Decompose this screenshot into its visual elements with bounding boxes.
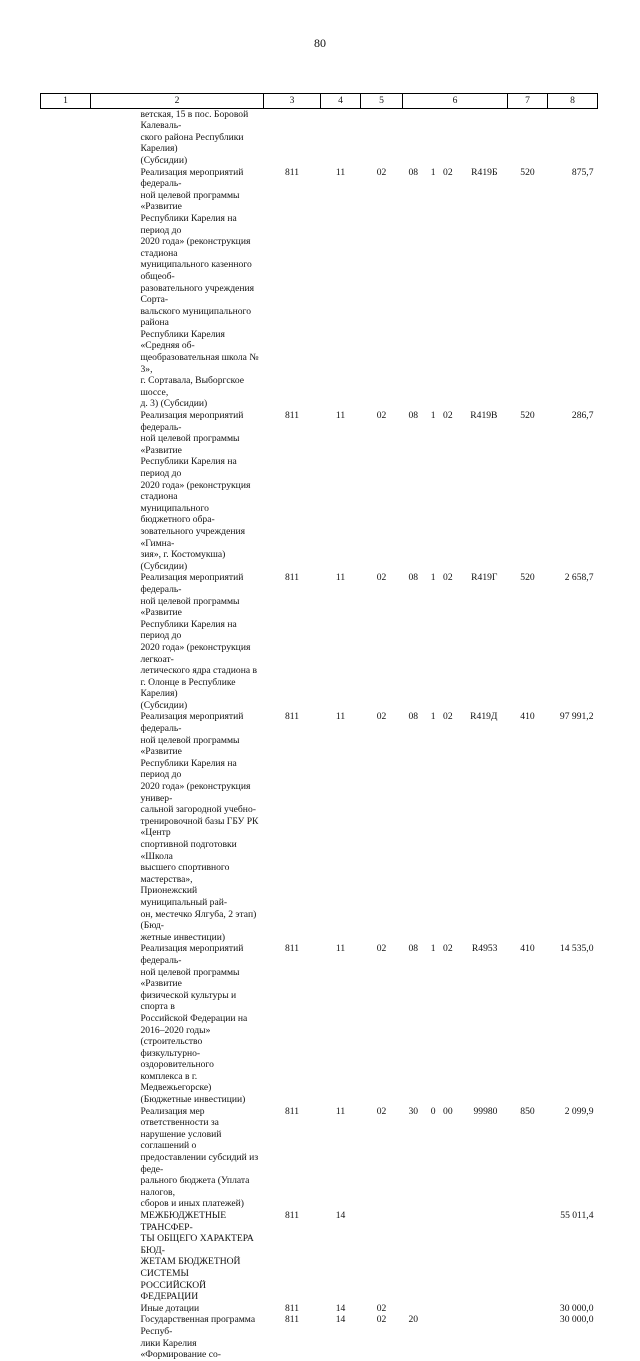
description-line: вальского муниципального района (140, 305, 251, 329)
cell-amount: 14 535,0 (559, 943, 594, 955)
description-line: (Субсидии) (140, 699, 188, 711)
description-line: Реализация мер ответственности за (140, 1105, 219, 1129)
cell-section-code: 11 (335, 572, 346, 584)
row-description (91, 572, 264, 711)
cell-ministry-code: 811 (284, 1105, 300, 1117)
description-line: физкультурно-оздоровительного (140, 1047, 214, 1071)
cell-ministry-code: 811 (284, 1302, 300, 1314)
target-article-part: 0 (430, 1105, 436, 1117)
cell-section-code: 14 (335, 1210, 346, 1221)
description-line: разовательного учреждения Сорта- (140, 282, 255, 306)
target-article-part: 1 (430, 410, 436, 422)
cell-target-article (403, 108, 508, 166)
description-line: щеобразовательная школа № 3», (140, 352, 259, 375)
cell-expense-type (508, 1314, 548, 1360)
table-row (41, 167, 598, 410)
table-header (41, 94, 598, 109)
target-article-part: 08 (408, 711, 419, 723)
cell-col1 (41, 167, 91, 410)
table-row (41, 943, 598, 1105)
cell-ministry-code: 811 (284, 711, 300, 723)
row-description (91, 108, 264, 166)
description-line: предоставлении субсидий из феде- (140, 1152, 259, 1175)
description-line: ной целевой программы «Развитие (140, 433, 240, 456)
description-line: Российской Федерации на (140, 1012, 248, 1024)
cell-expense-type: 410 (520, 711, 535, 723)
cell-expense-type: 520 (520, 410, 535, 422)
cell-col1 (41, 1314, 91, 1360)
description-line: Республики Карелия на период до (140, 618, 237, 642)
target-article-part: 02 (443, 711, 453, 723)
description-line: муниципального казенного общеоб- (140, 259, 252, 282)
cell-subsection-code (361, 1210, 403, 1303)
column-header: 5 (361, 94, 403, 109)
target-article-part: 08 (408, 572, 419, 584)
cell-subsection-code (361, 108, 403, 166)
target-article-part: 02 (443, 572, 453, 584)
cell-col1 (41, 943, 91, 1105)
target-article-part: R4953 (471, 943, 498, 955)
cell-subsection-code: 02 (376, 166, 387, 178)
description-line: (Бюджетные инвестиции) (140, 1094, 246, 1106)
target-article-part: 1 (430, 166, 436, 178)
cell-col1 (41, 1303, 91, 1315)
cell-target-article (403, 410, 508, 572)
cell-subsection-code: 02 (376, 1105, 387, 1117)
target-article-part: 02 (443, 943, 453, 955)
cell-expense-type (508, 1210, 548, 1303)
cell-col1 (41, 410, 91, 572)
column-header: 2 (91, 94, 264, 109)
cell-expense-type: 410 (520, 943, 535, 955)
description-line: высшего спортивного мастерства», (140, 862, 230, 885)
table-row (41, 1210, 598, 1303)
cell-target-article (403, 711, 508, 943)
cell-section-code: 11 (335, 1105, 346, 1117)
description-line: Республики Карелия на период до (140, 212, 237, 236)
cell-section-code: 11 (335, 410, 346, 422)
row-description (91, 943, 264, 1105)
description-line: Реализация мероприятий федераль- (140, 410, 244, 433)
description-line: Республики Карелия на период до (140, 456, 237, 479)
row-description (91, 1210, 264, 1303)
target-article-part: R419Б (471, 166, 498, 178)
description-line: летического ядра стадиона в (140, 665, 258, 677)
target-article-part: 02 (443, 166, 453, 178)
cell-amount: 286,7 (571, 410, 594, 422)
cell-col1 (41, 108, 91, 166)
column-header: 3 (264, 94, 321, 109)
description-line: жетные инвестиции) (140, 931, 226, 943)
description-line: ной целевой программы «Развитие (140, 734, 240, 758)
cell-subsection-code: 02 (376, 711, 387, 723)
description-line: ной целевой программы «Развитие (140, 189, 240, 213)
row-description (91, 410, 264, 572)
description-line: ной целевой программы «Развитие (140, 595, 240, 619)
target-article-part: 1 (430, 943, 436, 955)
description-line: 2016–2020 годы» (строительство (140, 1024, 211, 1048)
table-row (41, 1314, 598, 1360)
cell-col1 (41, 572, 91, 711)
target-article-part: 1 (430, 572, 436, 584)
cell-col1 (41, 711, 91, 943)
description-line: Реализация мероприятий федераль- (140, 943, 244, 966)
cell-subsection-code: 02 (376, 572, 387, 584)
cell-subsection-code: 02 (376, 410, 387, 422)
table-row (41, 711, 598, 943)
description-line: ЖЕТАМ БЮДЖЕТНОЙ СИСТЕМЫ (140, 1256, 241, 1279)
description-line: зия», г. Костомукша) (Субсидии) (140, 549, 226, 572)
description-line: муниципального бюджетного обра- (140, 502, 215, 526)
cell-expense-type: 520 (520, 166, 535, 178)
cell-target-article (403, 167, 508, 410)
cell-amount: 30 000,0 (559, 1302, 594, 1314)
row-description (91, 167, 264, 410)
table-row (41, 1106, 598, 1210)
cell-section-code: 11 (335, 943, 346, 955)
description-line: нарушение условий соглашений о (140, 1128, 222, 1152)
description-line: рального бюджета (Уплата налогов, (140, 1175, 250, 1198)
cell-amount: 55 011,4 (560, 1210, 594, 1221)
cell-ministry-code: 811 (284, 166, 300, 178)
row-description (91, 1303, 264, 1315)
cell-section-code: 11 (335, 166, 346, 178)
target-article-part: 99980 (473, 1105, 498, 1117)
cell-target-article (403, 1314, 508, 1360)
description-line: Иные дотации (140, 1302, 200, 1314)
cell-ministry-code: 811 (284, 1210, 300, 1221)
description-line: Прионежский муниципальный рай- (140, 885, 228, 908)
target-article-part: 08 (408, 943, 419, 955)
cell-ministry-code: 811 (284, 572, 300, 584)
cell-subsection-code: 02 (376, 1314, 387, 1326)
cell-target-article (403, 1303, 508, 1315)
cell-amount: 30 000,0 (559, 1314, 594, 1326)
cell-section-code (321, 108, 361, 166)
cell-subsection-code: 02 (376, 943, 387, 955)
budget-table (40, 93, 598, 1361)
cell-amount: 875,7 (571, 166, 594, 178)
description-line: лики Карелия «Формирование со- (140, 1337, 221, 1361)
description-line: г. Сортавала, Выборгское шоссе, (140, 375, 245, 398)
description-line: г. Олонце в Республике Карелия) (140, 676, 236, 700)
cell-expense-type (508, 1303, 548, 1315)
cell-target-article (403, 943, 508, 1105)
column-header: 7 (508, 94, 548, 109)
cell-col1 (41, 1106, 91, 1210)
target-article-part (440, 1314, 456, 1326)
table-row (41, 108, 598, 166)
cell-target-article (403, 572, 508, 711)
cell-amount: 2 099,9 (564, 1105, 594, 1117)
description-line: ной целевой программы «Развитие (140, 966, 240, 990)
description-line: ского района Республики Карелия) (140, 131, 244, 155)
cell-subsection-code: 02 (376, 1302, 387, 1314)
cell-amount: 2 658,7 (564, 572, 594, 584)
description-line: Республики Карелия «Средняя об- (140, 328, 225, 352)
target-article-part: 20 (408, 1314, 419, 1326)
description-line: 2020 года» (реконструкция стадиона (140, 236, 251, 259)
cell-expense-type (508, 108, 548, 166)
row-description (91, 1106, 264, 1210)
cell-target-article (403, 1210, 508, 1303)
description-line: физической культуры и спорта в (140, 989, 237, 1013)
row-description (91, 711, 264, 943)
description-line: МЕЖБЮДЖЕТНЫЕ ТРАНСФЕР- (140, 1210, 227, 1233)
cell-target-article (403, 1106, 508, 1210)
target-article-part: 1 (430, 711, 436, 723)
description-line: 2020 года» (реконструкция универ- (140, 781, 251, 804)
cell-section-code: 11 (335, 711, 346, 723)
description-line: сборов и иных платежей) (140, 1198, 244, 1210)
cell-section-code: 14 (335, 1314, 346, 1326)
cell-expense-type: 520 (520, 572, 535, 584)
description-line: Государственная программа Респуб- (140, 1314, 256, 1337)
cell-section-code: 14 (335, 1302, 346, 1314)
description-line: он, местечко Ялгуба, 2 этап) (Бюд- (140, 908, 257, 932)
description-line: Реализация мероприятий федераль- (140, 711, 244, 735)
cell-amount: 97 991,2 (559, 711, 594, 723)
description-line: спортивной подготовки «Школа (140, 839, 237, 862)
row-description (91, 1314, 264, 1360)
description-line: сальной загородной учебно- (140, 804, 256, 816)
cell-amount (548, 108, 598, 166)
description-line: 2020 года» (реконструкция стадиона (140, 479, 251, 503)
cell-col1 (41, 1210, 91, 1303)
description-line: зовательного учреждения «Гимна- (140, 525, 246, 549)
target-article-part (428, 1314, 438, 1326)
target-article-part: R419В (470, 410, 498, 422)
description-line: (Субсидии) (140, 154, 188, 166)
table-row (41, 1303, 598, 1315)
target-article-part: R419Г (471, 572, 498, 584)
target-article-part: 30 (408, 1105, 419, 1117)
cell-ministry-code: 811 (284, 1314, 300, 1326)
description-line: тренировочной базы ГБУ РК «Центр (140, 815, 259, 839)
table-row (41, 410, 598, 572)
description-line: 2020 года» (реконструкция легкоат- (140, 641, 251, 665)
description-line: комплекса в г. Медвежьегорске) (140, 1070, 212, 1094)
page-number: 80 (314, 36, 326, 50)
column-header: 6 (403, 94, 508, 109)
column-header: 1 (41, 94, 91, 109)
description-line: Реализация мероприятий федераль- (140, 572, 244, 595)
target-article-part: 02 (443, 410, 453, 422)
table-row (41, 572, 598, 711)
column-header: 8 (548, 94, 598, 109)
cell-ministry-code: 811 (284, 410, 300, 422)
description-line: Реализация мероприятий федераль- (140, 166, 244, 190)
description-line: д. 3) (Субсидии) (140, 398, 208, 410)
cell-ministry-code (264, 108, 321, 166)
target-article-part: 08 (408, 166, 419, 178)
target-article-part (457, 1314, 497, 1326)
table-body (41, 108, 598, 1361)
cell-expense-type: 850 (520, 1105, 535, 1117)
description-line: Республики Карелия на период до (140, 757, 237, 781)
description-line: ТЫ ОБЩЕГО ХАРАКТЕРА БЮД- (140, 1233, 254, 1256)
target-article-part: 08 (408, 410, 419, 422)
column-header: 4 (321, 94, 361, 109)
cell-ministry-code: 811 (284, 943, 300, 955)
description-line: РОССИЙСКОЙ ФЕДЕРАЦИИ (140, 1279, 207, 1303)
target-article-part: 00 (443, 1105, 453, 1117)
target-article-part: R419Д (470, 711, 498, 723)
description-line: ветская, 15 в пос. Боровой Калеваль- (140, 108, 249, 132)
